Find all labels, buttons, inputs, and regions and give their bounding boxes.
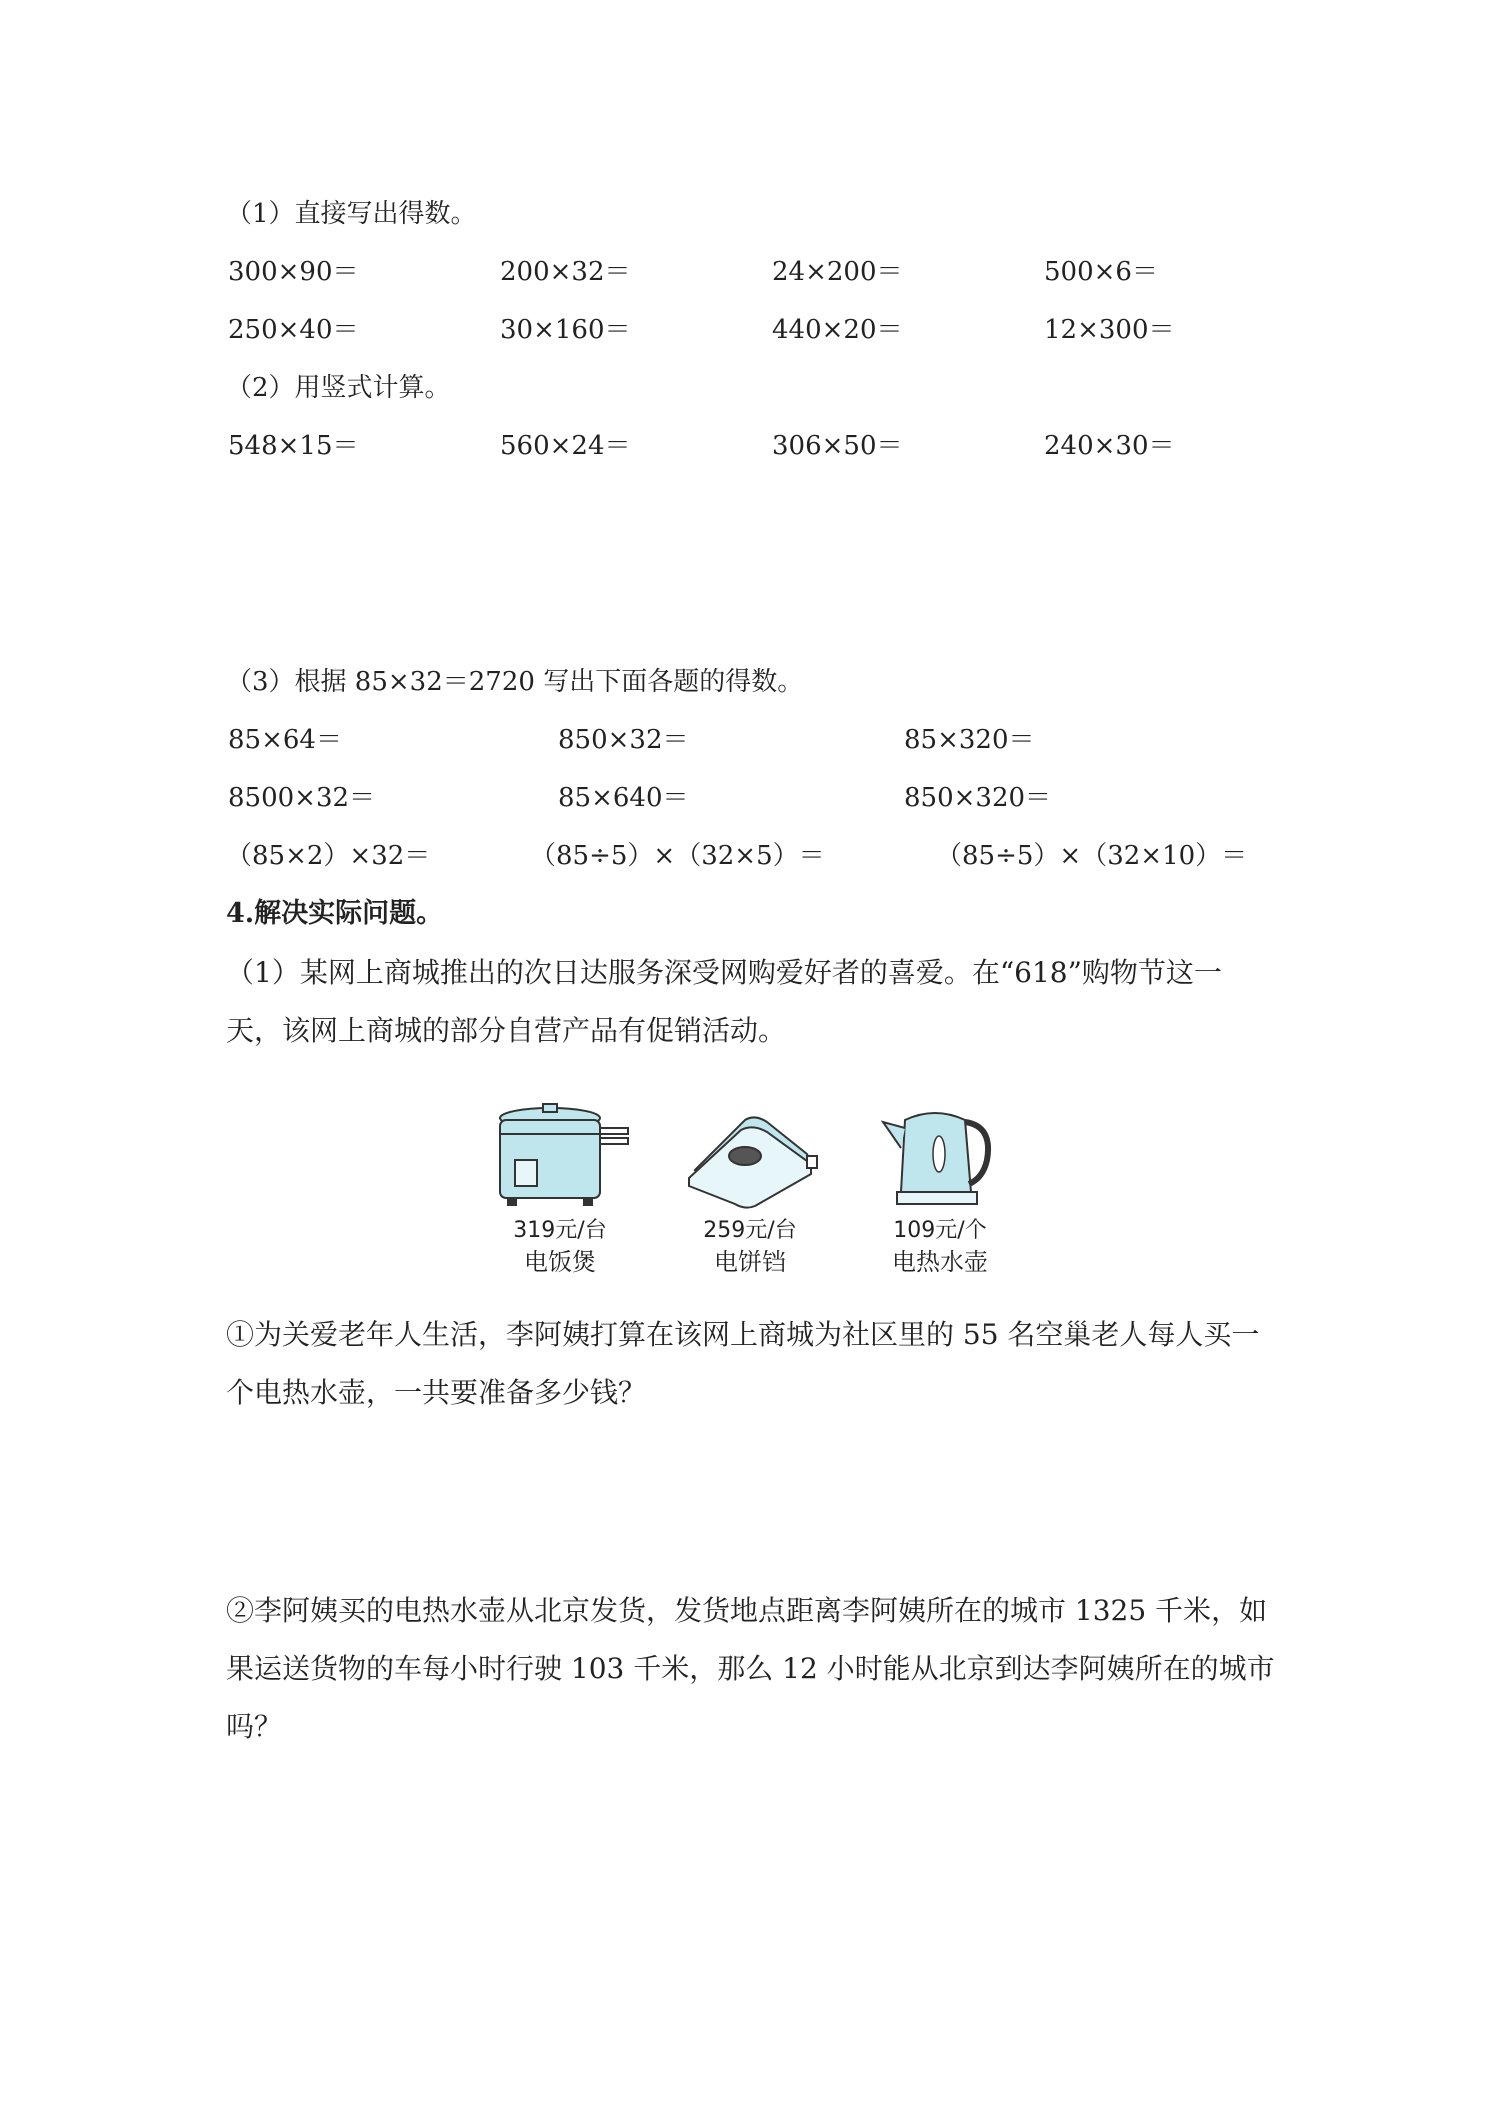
- q2-title: （2）用竖式计算。: [226, 373, 451, 403]
- q2-item: 560×24＝: [500, 431, 631, 461]
- electric-griddle-icon: [675, 1100, 825, 1210]
- q3-item: 8500×32＝: [228, 783, 376, 813]
- q1-item: 440×20＝: [772, 315, 903, 345]
- q3-item: 850×32＝: [558, 725, 689, 755]
- q1-item: 500×6＝: [1044, 257, 1158, 287]
- q2-item: 548×15＝: [228, 431, 359, 461]
- q1-title: （1）直接写出得数。: [226, 199, 477, 229]
- q3-item: 85×320＝: [904, 725, 1035, 755]
- product-rice-cooker: [480, 1100, 640, 1278]
- q2-item: 306×50＝: [772, 431, 903, 461]
- q3-item: （85÷5）×（32×5）＝: [530, 841, 825, 871]
- product-name: 电饭煲: [524, 1248, 596, 1276]
- q1-item: 200×32＝: [500, 257, 631, 287]
- question-a: ①为关爱老年人生活，李阿姨打算在该网上商城为社区里的 55 名空巢老人每人买一个电热水壶，一共要准备多少钱？: [226, 1318, 1260, 1409]
- q1-item: 300×90＝: [228, 257, 359, 287]
- q3-item: 850×320＝: [904, 783, 1052, 813]
- product-price: 319元/台: [513, 1218, 607, 1243]
- q1-item: 250×40＝: [228, 315, 359, 345]
- section4-title: 4.解决实际问题。: [226, 898, 444, 929]
- product-griddle: [670, 1100, 830, 1278]
- product-price: 109元/个: [893, 1218, 987, 1243]
- q3-title: （3）根据 85×32＝2720 写出下面各题的得数。: [226, 667, 804, 697]
- section4-intro: （1）某网上商城推出的次日达服务深受网购爱好者的喜爱。在“618”购物节这一天，该网上商城的部分自营产品有促销活动。: [226, 956, 1222, 1047]
- q1-item: 24×200＝: [772, 257, 903, 287]
- rice-cooker-icon: [485, 1100, 635, 1210]
- product-name: 电饼铛: [714, 1248, 786, 1276]
- q1-item: 12×300＝: [1044, 315, 1175, 345]
- product-name: 电热水壶: [892, 1248, 988, 1276]
- q3-item: （85×2）×32＝: [226, 841, 431, 871]
- question-b: ②李阿姨买的电热水壶从北京发货，发货地点距离李阿姨所在的城市 1325 千米，如果运送货物的车每小时行驶 103 千米，那么 12 小时能从北京到达李阿姨所在的城市吗？: [226, 1594, 1275, 1743]
- product-price: 259元/台: [703, 1218, 797, 1243]
- q3-item: 85×64＝: [228, 725, 342, 755]
- product-illustrations: [480, 1100, 1040, 1280]
- q2-item: 240×30＝: [1044, 431, 1175, 461]
- electric-kettle-icon: [865, 1100, 1015, 1210]
- q3-item: 85×640＝: [558, 783, 689, 813]
- q1-item: 30×160＝: [500, 315, 631, 345]
- q3-item: （85÷5）×（32×10）＝: [936, 841, 1248, 871]
- product-kettle: [860, 1100, 1020, 1278]
